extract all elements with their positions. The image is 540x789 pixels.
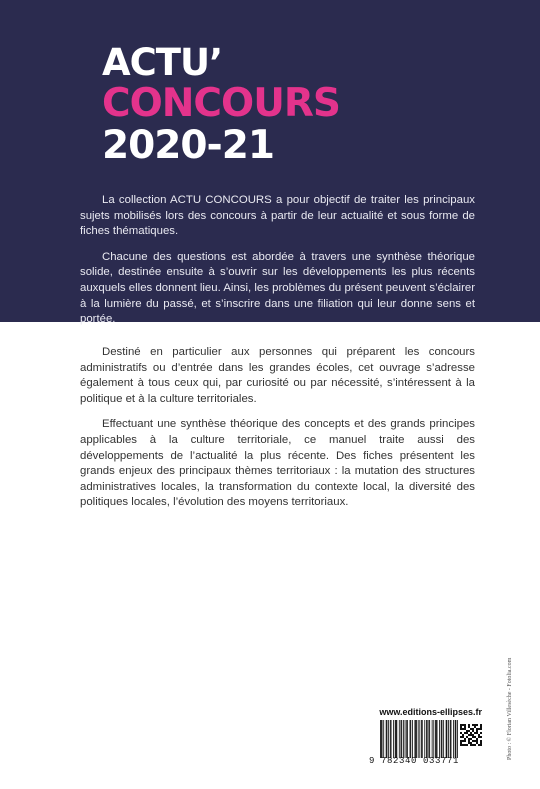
logo-line-year: 2020-21 [102,123,275,168]
collection-logo [102,41,340,168]
logo-line-concours: CONCOURS [102,81,340,126]
publisher-website: www.editions-ellipses.fr [379,707,482,717]
collection-description [80,193,475,338]
cover-top-panel [0,0,540,326]
body-paragraph: Effectuant une synthèse théorique des concepts et des grands principes applicables à la culture territoriale, ce manuel traite aussi des développements de l’actualité la plus récente. Des fiches présentent les grands enjeux des principaux thèmes territoriaux : la mutation des structures administratives locales, la transformation du contexte local, la diversité des politiques locales, l’évolution des moyens territoriaux. [80,418,475,509]
body-paragraph: Destiné en particulier aux personnes qui préparent les concours administratifs ou d’entrée dans les grandes écoles, cet ouvrage s’adresse également à tous ceux qui, par curiosité ou par nécessité, s’intéressent à la politique et à la culture territoriales. [80,346,475,405]
logo-line-actu: ACTU’ [102,41,223,84]
photo-credit: Photo : © Florian Villesèche - Fotolia.com [507,657,513,760]
intro-paragraph: Chacune des questions est abordée à travers une synthèse théorique solide, destinée ensuite à s’ouvrir sur les développements les plus récents auxquels elles donnent lieu. Ainsi, les problèmes du présent peuvent s’éclairer à la lumière du passé, et s’inscrire dans une filiation qui leur donne sens et portée. [80,250,475,326]
qr-code-icon [460,724,482,746]
barcode-bars [380,720,458,758]
intro-paragraph: La collection ACTU CONCOURS a pour objectif de traiter les principaux sujets mobilisés lors des concours à partir de leur actualité et sous forme de fiches thématiques. [80,194,475,238]
barcode-number: 9 782340 033771 [369,756,460,766]
book-description [80,345,475,521]
